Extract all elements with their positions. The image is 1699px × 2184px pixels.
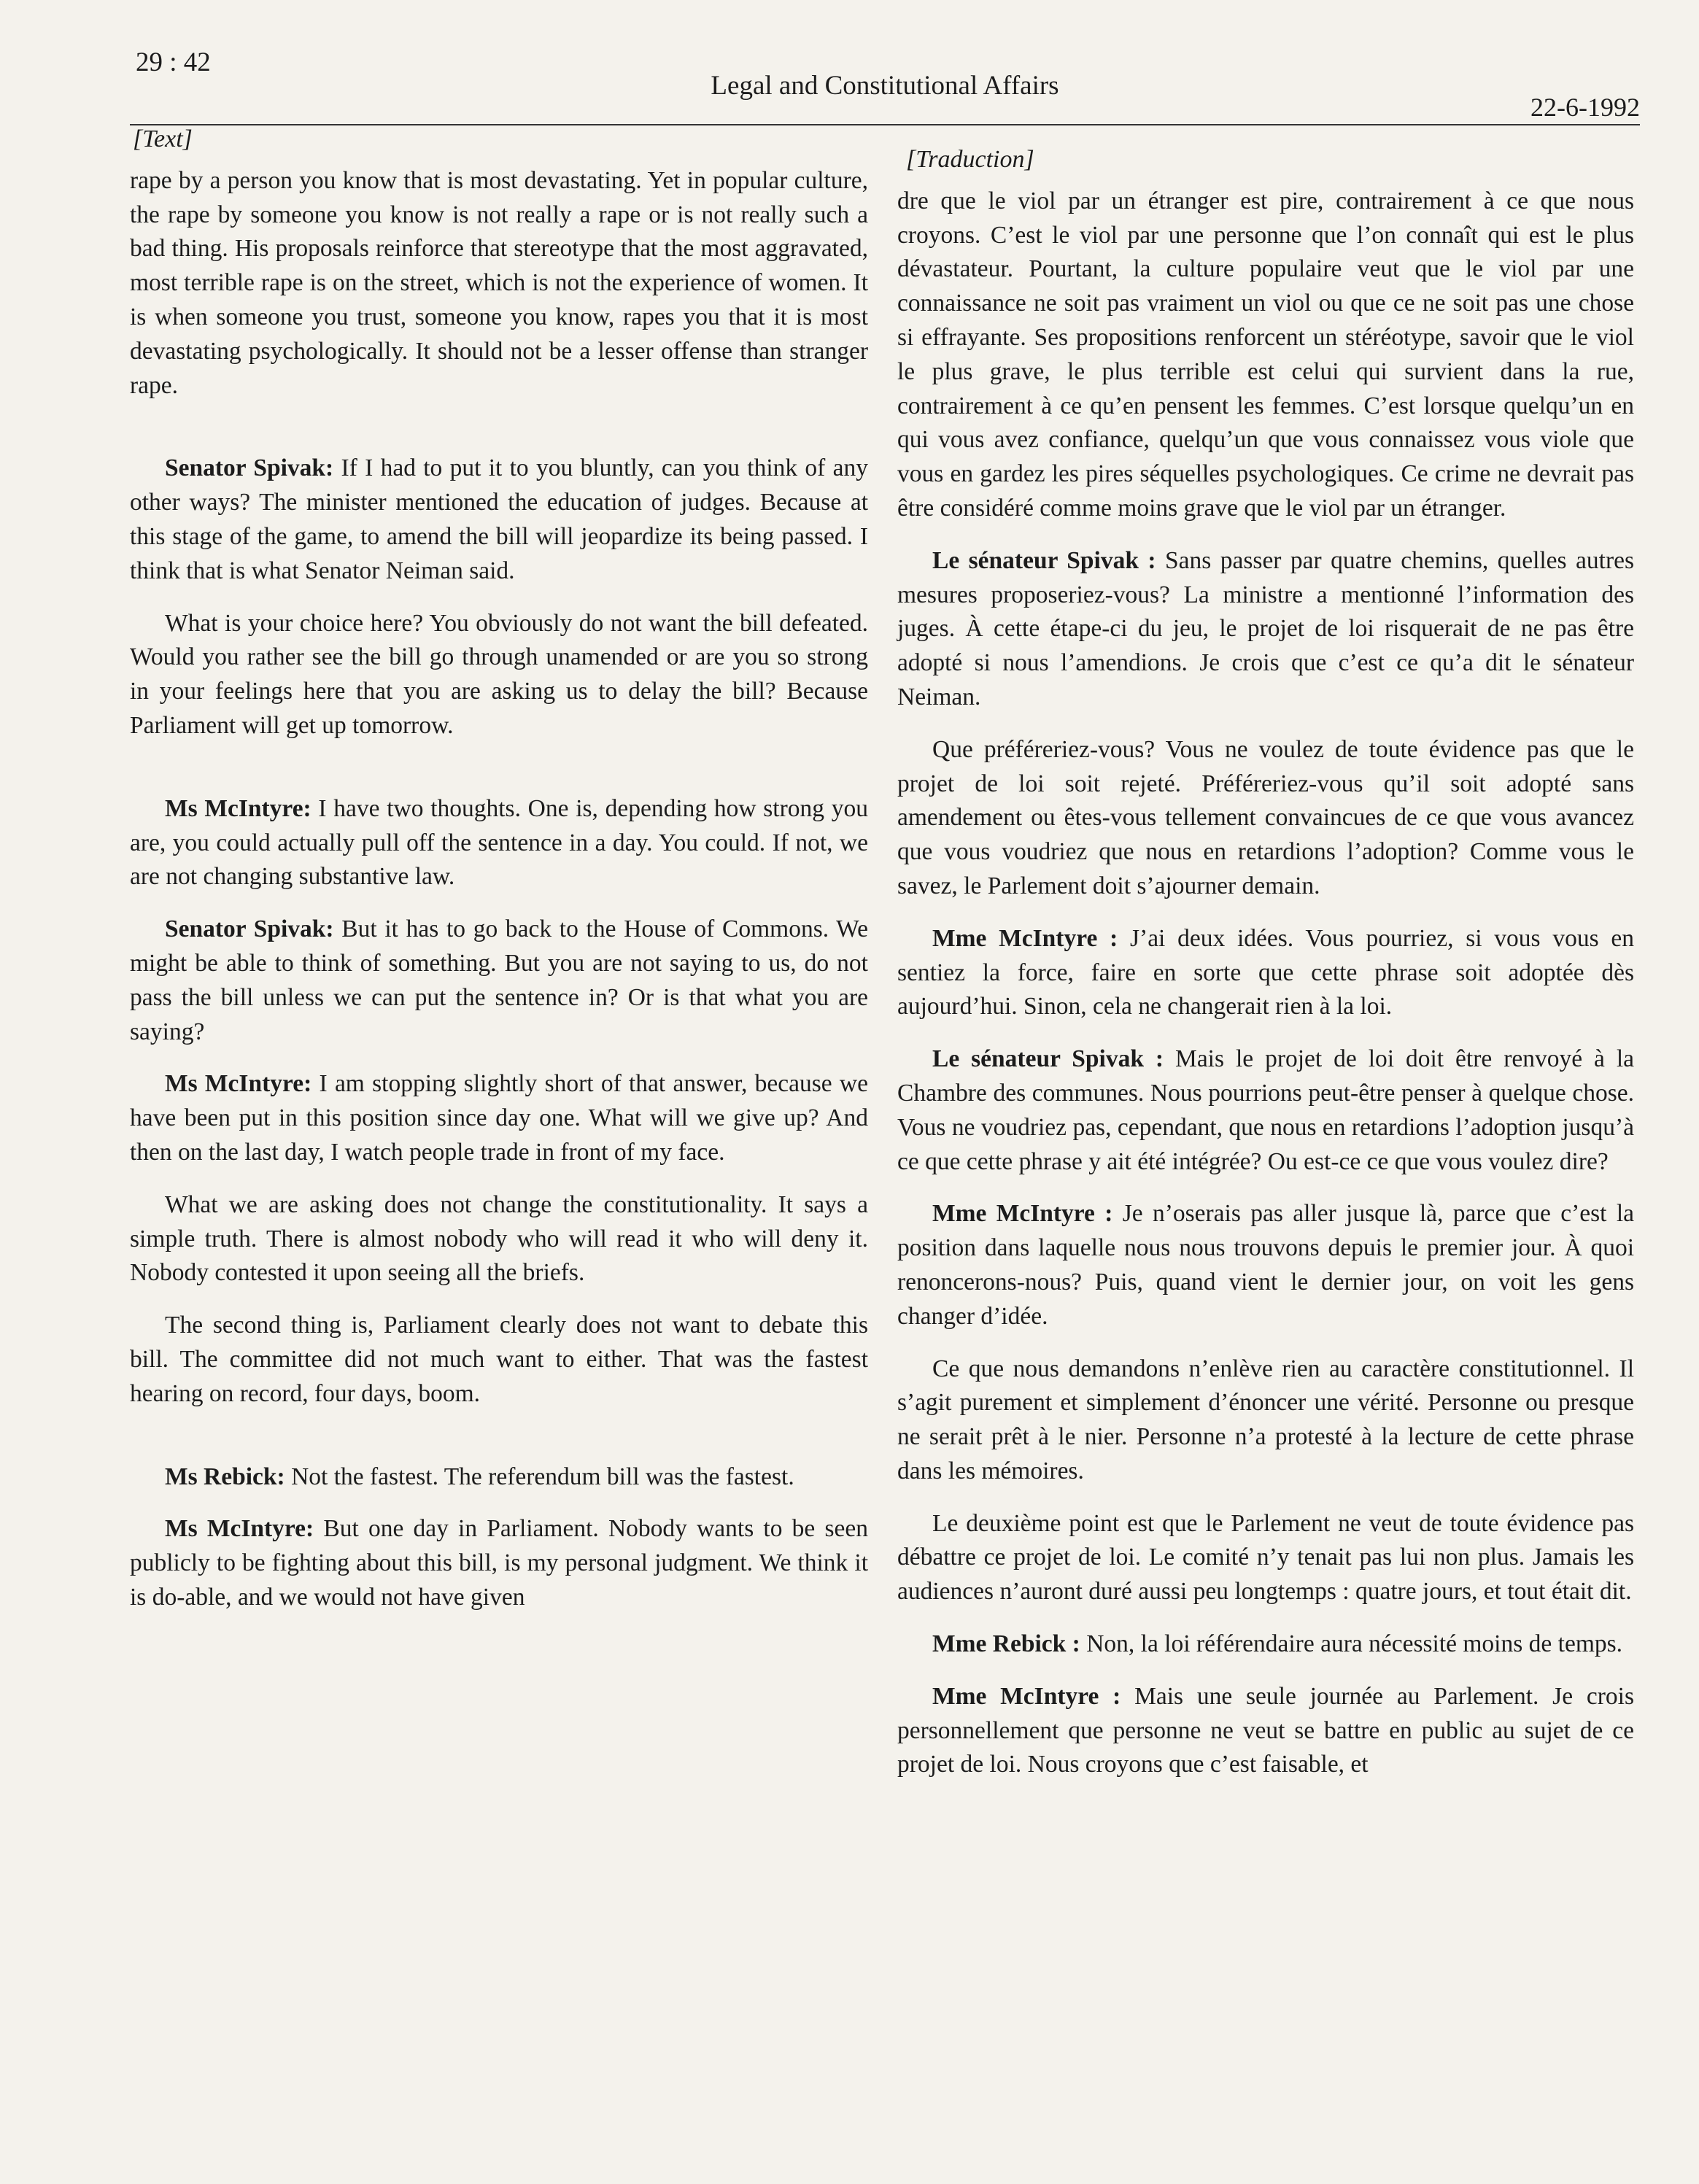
speech [130,913,868,1049]
paragraph: rape by a person you know that is most devastating. Yet in popular culture, the rape by someone you know is not really a rape or is not really such a bad thing. His proposals reinforce that stereotype that the most aggravated, most terrible rape is on the street, which is not the experience of women. It is when someone you trust, someone you know, rapes you that it is most devastating psychologically. It should not be a lesser offense than stranger rape. [130,166,868,399]
speech [130,1460,868,1495]
speaker-name: Le sénateur Spivak : [932,546,1156,574]
column-tag: [Text] [133,125,193,152]
speech [130,1512,868,1614]
speech [130,792,868,894]
speaker-name: Mme Rebick : [932,1630,1080,1658]
speech-text: Je n’oserais pas aller jusque là, parce que c’est la position dans laquelle nous nous trouvons depuis le premier jour. À quoi renoncerons-nous? Puis, quand vient le dernier jour, on voit les gens changer d’idée. [897,1200,1634,1330]
speech-text: Mais une seule journée au Parlement. Je crois personnellement que personne ne veut se battre en public au sujet de ce projet de loi. Nous croyons que c’est faisable, et [897,1682,1634,1778]
speech [897,1042,1634,1179]
header-date: 22-6-1992 [1530,93,1640,122]
speech [897,544,1634,715]
speaker-name: Le sénateur Spivak : [932,1045,1164,1073]
speech-text: J’ai deux idées. Vous pourriez, si vous vous en sentiez la force, faire en sorte que cette phrase soit adoptée dès aujourd’hui. Sinon, cela ne changerait rien à la loi. [897,924,1634,1021]
speech-text: I have two thoughts. One is, depending how strong you are, you could actually pull off the sentence in a day. You could. If not, we are not changing substantive law. [130,794,868,891]
speech-text: Sans passer par quatre chemins, quelles autres mesures proposeriez-vous? La ministre a mentionné l’information des juges. À cette étape-ci du jeu, le projet de loi risquerait de ne pas être adopté si nous l’amendions. Je crois que c’est ce qu’a dit le sénateur Neiman. [897,546,1635,710]
english-column [130,123,868,1633]
speech [130,452,868,588]
paragraph: Le deuxième point est que le Parlement ne veut de toute évidence pas débattre ce projet de loi. Le comité n’y tenait pas lui non plus. Jamais les audiences n’auront duré aussi peu longtemps : quatre jours, et tout était dit. [897,1509,1634,1606]
page-number: 29 : 42 [136,47,211,77]
speaker-name: Ms Rebick: [165,1463,285,1490]
speech-text: But it has to go back to the House of Commons. We might be able to think of something. But you are not saying to us, do not pass the bill unless we can put the sentence in? Or is that what you are saying? [130,915,868,1045]
speech [897,922,1634,1024]
paragraph: What is your choice here? You obviously do not want the bill defeated. Would you rather see the bill go through unamended or are you so strong in your feelings here that you are asking us to delay the bill? Because Parliament will get up tomorrow. [130,609,868,739]
speech [897,1680,1634,1782]
speaker-name: Ms McIntyre: [165,1070,312,1098]
speaker-name: Ms McIntyre: [165,1515,314,1543]
speaker-name: Ms McIntyre: [165,794,311,822]
paragraph: dre que le viol par un étranger est pire, contrairement à ce que nous croyons. C’est le viol par une personne que l’on connaît qui est le plus dévastateur. Pourtant, la culture populaire veut que le viol par une connaissance ne soit pas vraiment un viol ou que ce ne soit pas une chose si effrayante. Ses propositions renforcent un stéréotype, savoir que le viol le plus grave, le plus terrible est celui qui survient dans la rue, contrairement à ce qu’en pensent les femmes. C’est lorsque quelqu’un en qui vous avez confiance, quelqu’un que vous connaissez vous viole que vous en gardez les pires séquelles psychologiques. Ce crime ne devrait pas être considéré comme moins grave que le viol par un étranger. [897,187,1634,522]
speaker-name: Mme McIntyre : [932,1682,1121,1710]
speech [130,1067,868,1169]
speaker-name: Senator Spivak: [165,454,334,482]
speech-text: Non, la loi référendaire aura nécessité moins de temps. [1080,1630,1623,1658]
speech-text: Not the fastest. The referendum bill was the fastest. [285,1463,794,1490]
page-header [130,44,1640,125]
column-tag: [Traduction] [906,146,1034,173]
speech-text: Mais le projet de loi doit être renvoyé à la Chambre des communes. Nous pourrions peut-être penser à quelque chose. Vous ne voudriez pas, cependant, que nous en retardions l’adoption jusqu’à ce que cette phrase y ait été intégrée? Ou est-ce ce que vous voulez dire? [897,1045,1634,1175]
speech [897,1197,1634,1333]
paragraph: What we are asking does not change the constitutionality. It says a simple truth. There is almost nobody who will read it who will deny it. Nobody contested it upon seeing all the briefs. [130,1190,868,1287]
speaker-name: Mme McIntyre : [932,1200,1113,1228]
paragraph: The second thing is, Parliament clearly does not want to debate this bill. The committee did not much want to either. That was the fastest hearing on record, four days, boom. [130,1312,868,1407]
running-title: Legal and Constitutional Affairs [711,71,1059,101]
speech-text: I am stopping slightly short of that answer, because we have been put in this position since day one. What will we give up? And then on the last day, I watch people trade in front of my face. [130,1070,868,1166]
paragraph: Que préféreriez-vous? Vous ne voulez de toute évidence pas que le projet de loi soit rejeté. Préféreriez-vous qu’il soit adopté sans amendement ou êtes-vous tellement convaincues de ce que vous avancez que vous voudriez que nous en retardions l’adoption? Comme vous le savez, le Parlement doit s’ajourner demain. [897,735,1634,899]
paragraph: Ce que nous demandons n’enlève rien au caractère constitutionnel. Il s’agit purement et simplement d’énoncer une vérité. Personne ou presque ne serait prêt à le nier. Personne n’a protesté à la lecture de cette phrase dans les mémoires. [897,1355,1634,1484]
speaker-name: Mme McIntyre : [932,924,1118,952]
speech-text: If I had to put it to you bluntly, can you think of any other ways? The minister mentioned the education of judges. Because at this stage of the game, to amend the bill will jeopardize its being passed. I think that is what Senator Neiman said. [130,454,868,584]
speech [897,1627,1634,1662]
speech-text: But one day in Parliament. Nobody wants to be seen publicly to be fighting about this bill, is my personal judgment. We think it is do-able, and we would not have given [130,1515,868,1611]
french-column [897,123,1634,1800]
speaker-name: Senator Spivak: [165,915,334,943]
